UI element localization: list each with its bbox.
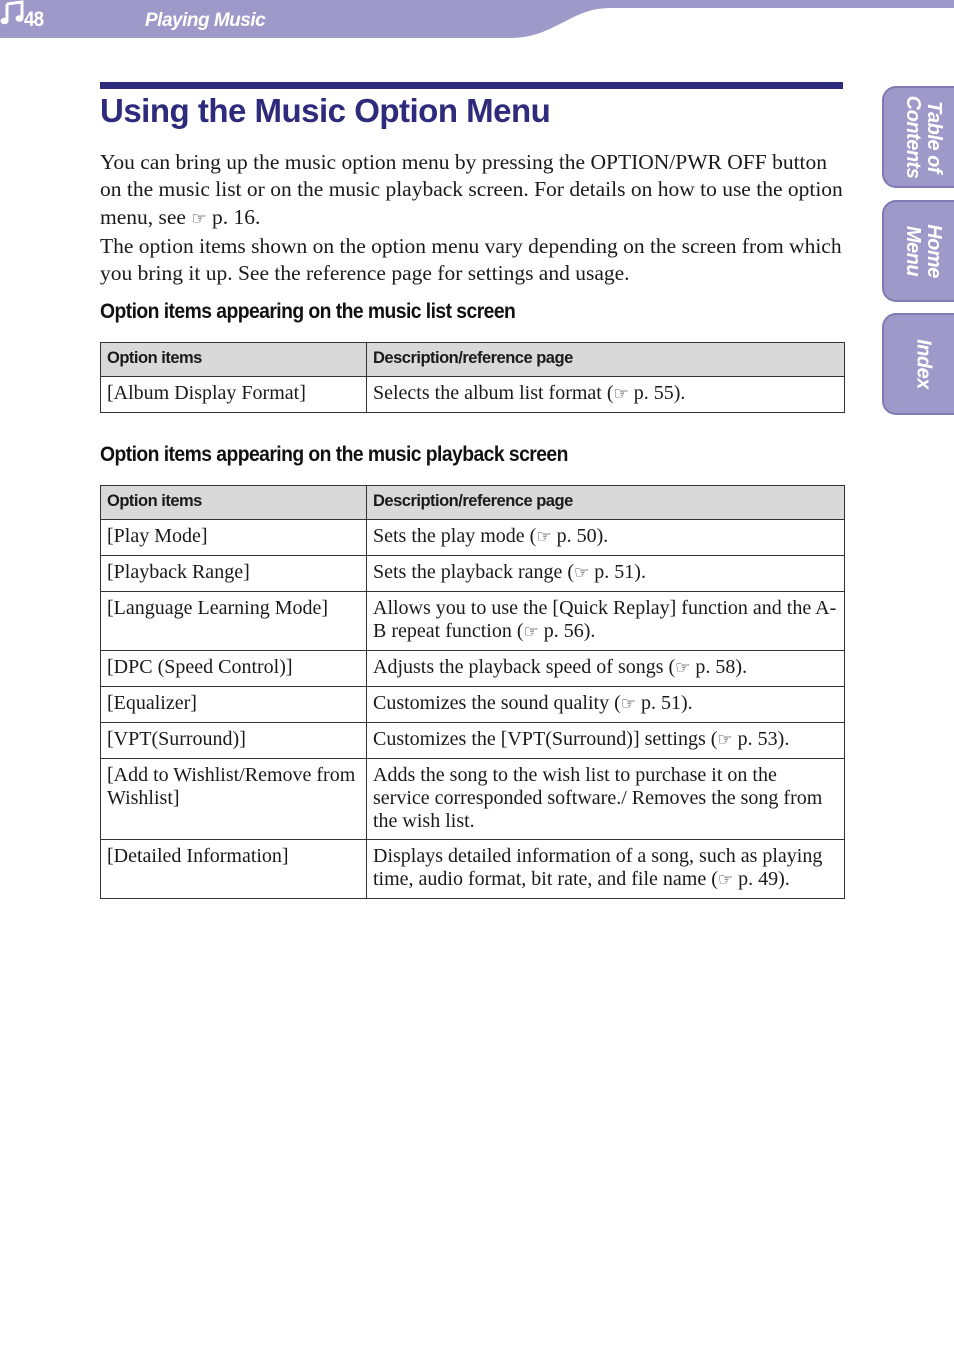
playback-screen-table <box>100 485 845 899</box>
table-row <box>101 840 845 899</box>
option-item: [Equalizer] <box>101 687 367 723</box>
side-tab-table-of-contents[interactable] <box>882 86 954 188</box>
table-header-row <box>101 486 845 520</box>
option-description: Displays detailed information of a song, such as playing time, audio format, bit rate, and file name (☞ p. 49). <box>367 840 845 899</box>
playback-screen-heading: Option items appearing on the music playback screen <box>100 443 568 466</box>
pointing-hand-icon: ☞ <box>574 563 590 583</box>
pointing-hand-icon: ☞ <box>536 527 552 547</box>
pointing-hand-icon: ☞ <box>675 658 691 678</box>
pointing-hand-icon: ☞ <box>717 730 733 750</box>
pointing-hand-icon: ☞ <box>717 870 734 890</box>
page-reference-link[interactable]: p. 53). <box>732 728 790 750</box>
header-band <box>0 0 954 40</box>
intro-paragraph: You can bring up the music option menu by pressing the OPTION/PWR OFF button on the music list or on the music playback screen. For details on how to use the option menu, see ☞ p. 16. <box>100 150 843 229</box>
page-reference-link[interactable]: p. 56). <box>538 620 596 642</box>
table-row <box>101 759 845 840</box>
option-item: [Language Learning Mode] <box>101 592 367 651</box>
section-title: Playing Music <box>145 10 266 31</box>
pointing-hand-icon: ☞ <box>620 694 637 714</box>
page-reference-link[interactable]: p. 50). <box>551 525 609 547</box>
option-item: [Detailed Information] <box>101 840 367 899</box>
list-screen-heading: Option items appearing on the music list screen <box>100 300 516 323</box>
column-header: Description/reference page <box>367 343 845 377</box>
page-header <box>0 0 954 40</box>
option-item: [VPT(Surround)] <box>101 723 367 759</box>
table-row <box>101 651 845 687</box>
column-header: Description/reference page <box>367 486 845 520</box>
option-description: Adjusts the playback speed of songs (☞ p. 58). <box>367 651 845 687</box>
music-note-icon <box>0 0 26 26</box>
option-description: Sets the play mode (☞ p. 50). <box>367 520 845 556</box>
option-description: Adds the song to the wish list to purchase it on the service corresponded software./ Removes the song from the wish list. <box>367 759 845 840</box>
option-description: Sets the playback range (☞ p. 51). <box>367 556 845 592</box>
pointing-hand-icon: ☞ <box>523 622 539 642</box>
page-reference-link[interactable]: p. 51). <box>589 561 646 583</box>
side-tab-label: Home Menu <box>902 224 945 278</box>
column-header: Option items <box>101 486 367 520</box>
page-reference-link[interactable]: p. 55). <box>628 382 686 404</box>
option-item: [DPC (Speed Control)] <box>101 651 367 687</box>
option-item: [Add to Wishlist/Remove from Wishlist] <box>101 759 367 840</box>
column-header: Option items <box>101 343 367 377</box>
title-rule <box>100 82 843 89</box>
table-row <box>101 723 845 759</box>
list-screen-table <box>100 342 845 413</box>
intro-paragraph: The option items shown on the option menu vary depending on the screen from which you bring it up. See the reference page for settings and usage. <box>100 233 842 286</box>
table-row <box>101 592 845 651</box>
table-row <box>101 377 845 413</box>
option-item: [Playback Range] <box>101 556 367 592</box>
page-reference-link[interactable]: p. 58). <box>690 656 748 678</box>
side-tab-label: Table of Contents <box>902 95 945 179</box>
table-row <box>101 520 845 556</box>
option-description: Allows you to use the [Quick Replay] function and the A-B repeat function (☞ p. 56). <box>367 592 845 651</box>
table-row <box>101 556 845 592</box>
page-number: 48 <box>24 8 44 31</box>
option-item: [Play Mode] <box>101 520 367 556</box>
side-tab-label: Index <box>912 339 935 389</box>
page-reference-link[interactable]: p. 51). <box>636 692 693 714</box>
option-description: Customizes the sound quality (☞ p. 51). <box>367 687 845 723</box>
page-title: Using the Music Option Menu <box>100 92 551 129</box>
pointing-hand-icon: ☞ <box>191 208 207 229</box>
option-description: Customizes the [VPT(Surround)] settings (☞ p. 53). <box>367 723 845 759</box>
page-reference-link[interactable]: p. 49). <box>733 868 790 890</box>
side-tab-home-menu[interactable] <box>882 200 954 302</box>
side-tab-index[interactable] <box>882 313 954 415</box>
pointing-hand-icon: ☞ <box>613 384 629 404</box>
option-description: Selects the album list format (☞ p. 55). <box>367 377 845 413</box>
intro-text <box>100 149 845 287</box>
table-header-row <box>101 343 845 377</box>
option-item: [Album Display Format] <box>101 377 367 413</box>
table-row <box>101 687 845 723</box>
